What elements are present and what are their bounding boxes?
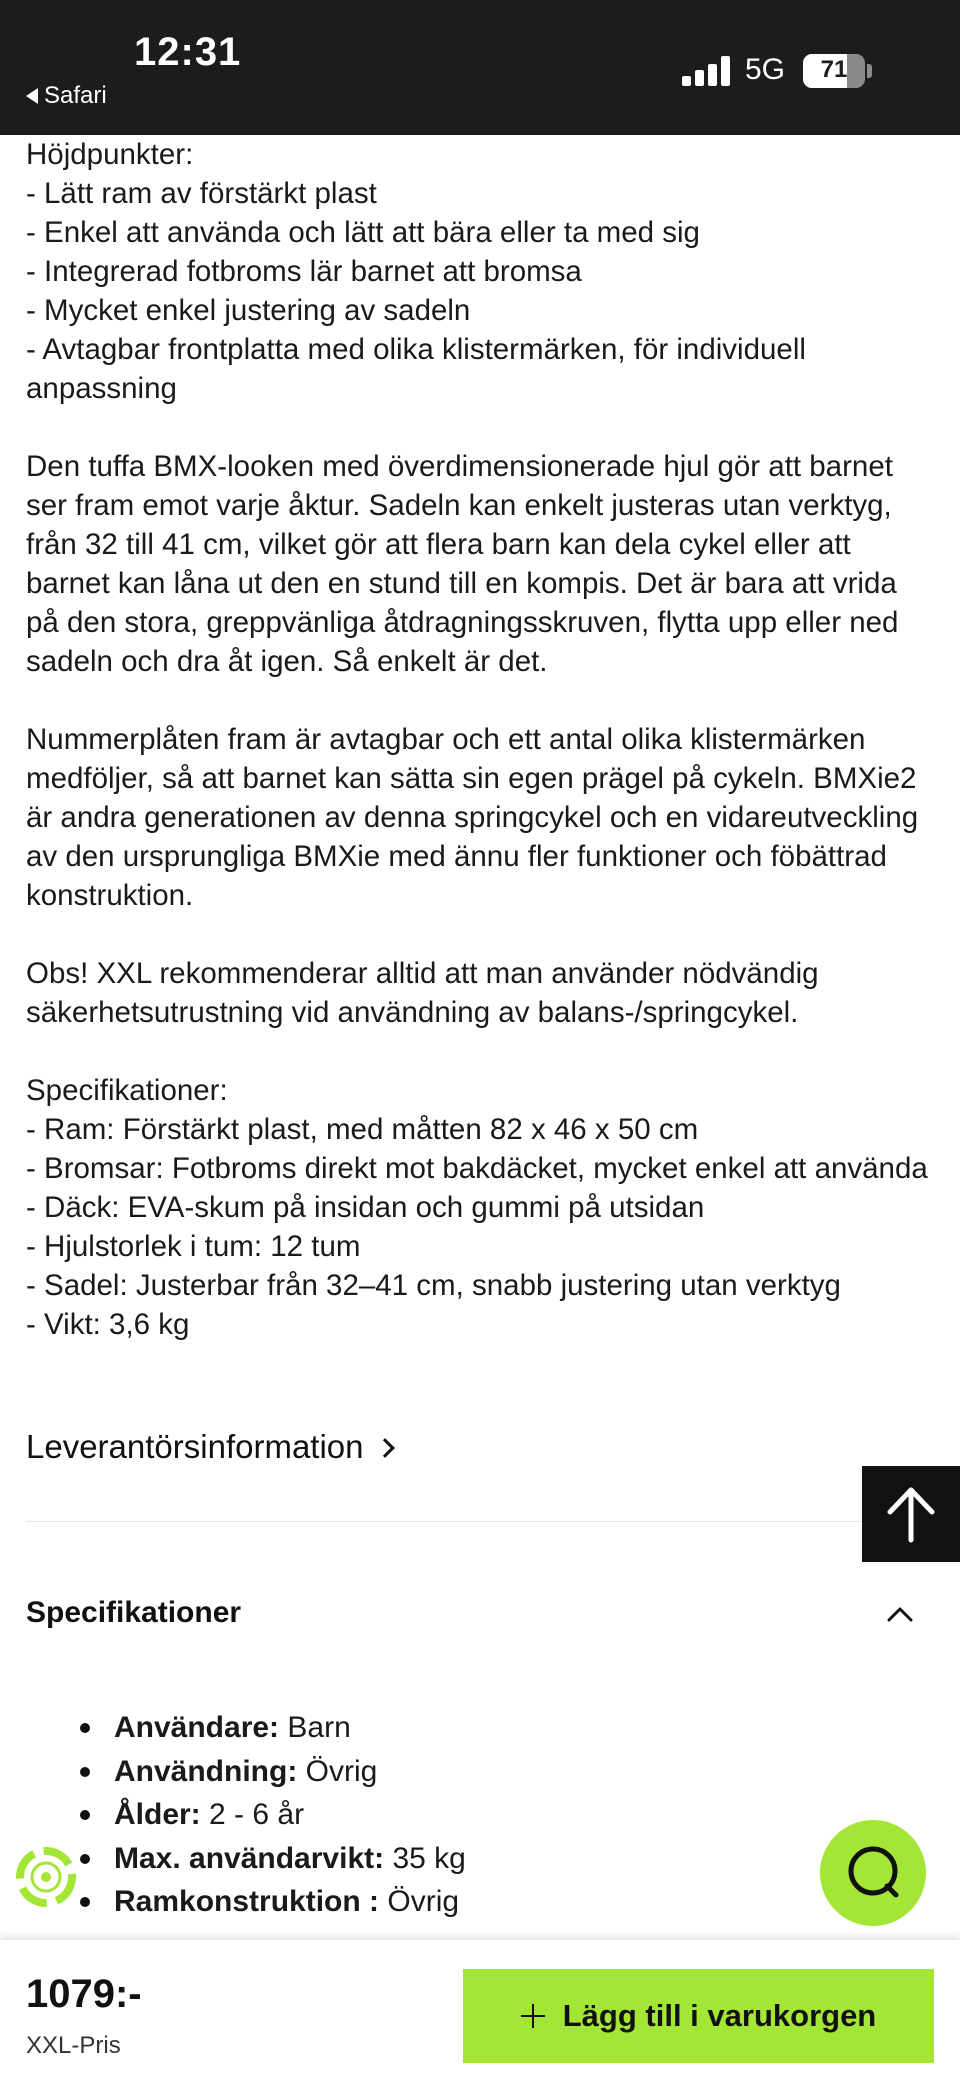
spec-item: [114, 1750, 466, 1794]
description-paragraph: Den tuffa BMX-looken med överdimensionerade hjul gör att barnet ser fram emot varje åktur. Sadeln kan enkelt justeras utan verktyg, från 32 till 41 cm, vilket gör att flera barn kan dela cykel eller att barnet kan låna ut den en stund till en kompis. Det är bara att vrida på den stora, greppvänliga åtdragningsskruven, flytta upp eller ned sadeln och dra åt igen. Så enkelt är det.: [26, 450, 899, 678]
description-paragraph: Nummerplåten fram är avtagbar och ett antal olika klistermärken medföljer, så att barnet kan sätta sin egen prägel på cykeln. BMXie2 är andra generationen av denna springcykel och en vidareutveckling av den ursprungliga BMXie med ännu fler funktioner och föbättrad konstruktion.: [26, 723, 919, 912]
chat-bubble-icon: [820, 1820, 926, 1926]
specifications-accordion-header[interactable]: [26, 1596, 916, 1636]
chat-support-button[interactable]: [820, 1820, 926, 1926]
battery-cap: [867, 64, 872, 78]
purchase-bar: [0, 1940, 960, 2086]
highlight-item: - Avtagbar frontplatta med olika klistermärken, för individuell anpassning: [26, 333, 806, 405]
sustainability-badge-icon[interactable]: [12, 1843, 80, 1911]
battery-icon: [803, 54, 865, 88]
spec-line: - Hjulstorlek i tum: 12 tum: [26, 1230, 361, 1263]
spec-item: [114, 1837, 466, 1881]
spec-value: Övrig: [297, 1754, 378, 1788]
back-app-label: Safari: [44, 82, 107, 109]
add-to-cart-label: Lägg till i varukorgen: [562, 1998, 877, 2033]
status-bar: [0, 0, 960, 135]
highlight-item: - Integrerad fotbroms lär barnet att bromsa: [26, 255, 582, 288]
spec-value: 2 - 6 år: [200, 1798, 305, 1831]
spec-line: - Ram: Förstärkt plast, med måtten 82 x 46 x 50 cm: [26, 1113, 699, 1146]
spec-line: - Bromsar: Fotbroms direkt mot bakdäcket, mycket enkel att använda: [26, 1152, 928, 1185]
specs-heading: Specifikationer:: [26, 1074, 228, 1107]
scroll-to-top-button[interactable]: [862, 1466, 960, 1562]
supplier-info-link[interactable]: [26, 1428, 392, 1466]
supplier-info-label: Leverantörsinformation: [26, 1428, 364, 1465]
spec-label: Användare:: [114, 1711, 280, 1744]
highlight-item: - Lätt ram av förstärkt plast: [26, 177, 377, 210]
spec-label: Ramkonstruktion :: [114, 1885, 380, 1918]
battery-percent: 71: [820, 56, 848, 83]
highlights-heading: Höjdpunkter:: [26, 138, 194, 171]
spec-value: 35 kg: [384, 1841, 466, 1875]
section-divider: [26, 1521, 960, 1522]
spec-label: Max. användarvikt:: [114, 1841, 385, 1875]
product-description: [26, 135, 936, 1344]
spec-value: Barn: [279, 1711, 351, 1744]
add-to-cart-button[interactable]: [463, 1969, 934, 2063]
back-arrow-icon: [26, 88, 38, 104]
spec-item: [114, 1793, 466, 1837]
spec-label: Användning:: [114, 1754, 298, 1788]
spec-label: Ålder:: [114, 1798, 201, 1831]
specifications-title: Specifikationer: [26, 1596, 242, 1629]
safety-note: Obs! XXL rekommenderar alltid att man använder nödvändig säkerhetsutrustning vid användning av balans-/springcykel.: [26, 957, 819, 1029]
highlight-item: - Mycket enkel justering av sadeln: [26, 294, 471, 327]
cellular-signal-icon: [682, 56, 730, 86]
product-price: 1079:-: [26, 1972, 142, 2016]
status-time: 12:31: [134, 30, 242, 74]
specifications-list: [114, 1706, 466, 1924]
network-type: 5G: [745, 53, 786, 86]
spec-line: - Vikt: 3,6 kg: [26, 1308, 190, 1341]
spec-line: - Däck: EVA-skum på insidan och gummi på utsidan: [26, 1191, 705, 1224]
spec-item: [114, 1880, 466, 1924]
spec-line: - Sadel: Justerbar från 32–41 cm, snabb justering utan verktyg: [26, 1269, 841, 1302]
highlight-item: - Enkel att använda och lätt att bära eller ta med sig: [26, 216, 700, 249]
spec-value: Övrig: [379, 1885, 460, 1918]
spec-item: [114, 1706, 466, 1750]
chevron-up-icon[interactable]: [884, 1600, 916, 1628]
plus-icon: [521, 2004, 545, 2028]
back-to-app-link[interactable]: [26, 82, 107, 110]
chevron-right-icon: [375, 1438, 395, 1458]
price-label: XXL-Pris: [26, 2032, 121, 2059]
arrow-up-icon: [862, 1466, 960, 1562]
